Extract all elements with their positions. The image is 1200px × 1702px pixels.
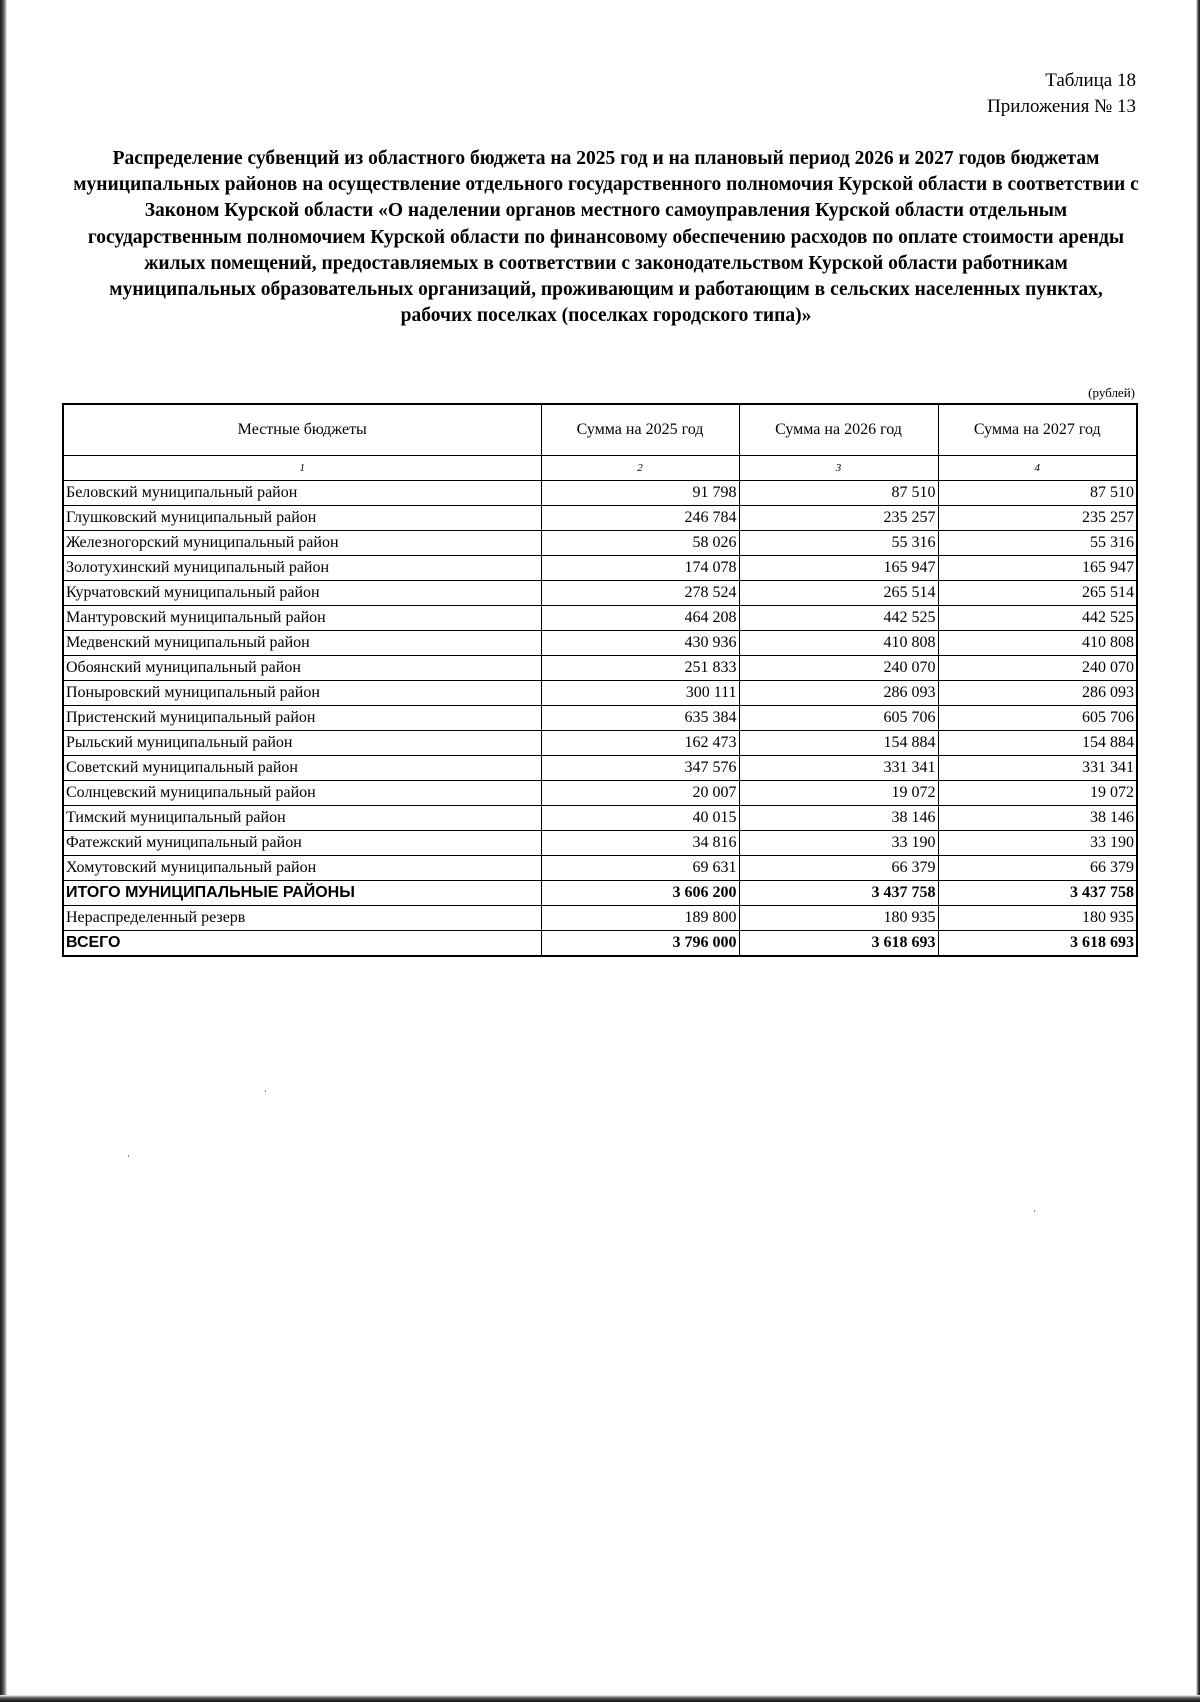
district-name: Беловский муниципальный район — [63, 481, 541, 506]
table-row — [63, 706, 1137, 731]
units-label: (рублей) — [1088, 385, 1135, 400]
scan-speck — [1034, 1210, 1035, 1212]
scan-speck — [265, 1090, 266, 1092]
amount-2025: 20 007 — [541, 781, 739, 806]
reserve-2026: 180 935 — [739, 906, 938, 931]
table-row — [63, 656, 1137, 681]
reserve-label: Нераспределенный резерв — [63, 906, 541, 931]
amount-2026: 410 808 — [739, 631, 938, 656]
amount-2027: 442 525 — [938, 606, 1137, 631]
amount-2027: 331 341 — [938, 756, 1137, 781]
amount-2027: 410 808 — [938, 631, 1137, 656]
amount-2025: 278 524 — [541, 581, 739, 606]
table-reference — [987, 68, 1136, 120]
amount-2026: 265 514 — [739, 581, 938, 606]
district-name: Глушковский муниципальный район — [63, 506, 541, 531]
table-row — [63, 581, 1137, 606]
amount-2025: 58 026 — [541, 531, 739, 556]
table-row — [63, 856, 1137, 881]
table-row — [63, 681, 1137, 706]
amount-2026: 235 257 — [739, 506, 938, 531]
amount-2025: 464 208 — [541, 606, 739, 631]
amount-2026: 331 341 — [739, 756, 938, 781]
amount-2025: 40 015 — [541, 806, 739, 831]
table-row — [63, 481, 1137, 506]
table-row — [63, 606, 1137, 631]
amount-2026: 87 510 — [739, 481, 938, 506]
amount-2027: 265 514 — [938, 581, 1137, 606]
table-row — [63, 506, 1137, 531]
amount-2025: 162 473 — [541, 731, 739, 756]
column-header: Сумма на 2027 год — [938, 404, 1137, 456]
amount-2027: 38 146 — [938, 806, 1137, 831]
amount-2025: 430 936 — [541, 631, 739, 656]
amount-2027: 165 947 — [938, 556, 1137, 581]
total-2026: 3 618 693 — [739, 931, 938, 957]
scan-speck — [128, 1155, 129, 1157]
total-2025: 3 796 000 — [541, 931, 739, 957]
amount-2026: 240 070 — [739, 656, 938, 681]
amount-2027: 19 072 — [938, 781, 1137, 806]
district-name: Пристенский муниципальный район — [63, 706, 541, 731]
amount-2025: 91 798 — [541, 481, 739, 506]
amount-2025: 34 816 — [541, 831, 739, 856]
table-header-row — [63, 404, 1137, 456]
table-row — [63, 831, 1137, 856]
district-name: Железногорский муниципальный район — [63, 531, 541, 556]
total-2027: 3 618 693 — [938, 931, 1137, 957]
column-number-row — [63, 456, 1137, 481]
column-number: 1 — [63, 456, 541, 481]
appendix-label: Приложения № 13 — [987, 96, 1136, 117]
amount-2026: 55 316 — [739, 531, 938, 556]
district-name: Медвенский муниципальный район — [63, 631, 541, 656]
district-name: Тимский муниципальный район — [63, 806, 541, 831]
table-row — [63, 556, 1137, 581]
amount-2027: 66 379 — [938, 856, 1137, 881]
scan-edge-left — [0, 0, 7, 1702]
amount-2025: 347 576 — [541, 756, 739, 781]
column-number: 4 — [938, 456, 1137, 481]
amount-2027: 154 884 — [938, 731, 1137, 756]
amount-2026: 38 146 — [739, 806, 938, 831]
district-name: Обоянский муниципальный район — [63, 656, 541, 681]
subtotal-label: ИТОГО МУНИЦИПАЛЬНЫЕ РАЙОНЫ — [63, 881, 541, 906]
table-row — [63, 806, 1137, 831]
reserve-2027: 180 935 — [938, 906, 1137, 931]
table-label: Таблица 18 — [1045, 70, 1136, 91]
amount-2025: 300 111 — [541, 681, 739, 706]
amount-2026: 605 706 — [739, 706, 938, 731]
total-label: ВСЕГО — [63, 931, 541, 957]
total-row — [63, 931, 1137, 957]
scan-edge-right — [1196, 0, 1200, 1702]
scan-edge-bottom — [0, 1695, 1200, 1702]
column-number: 3 — [739, 456, 938, 481]
document-title: Распределение субвенций из областного бюджета на 2025 год и на плановый период 2026 и 2027 годов бюджетам муниципальных районов на осуществление отдельного государственного полномочия Курской области в соответствии с Законом Курской области «О наделении органов местного самоуправления Курской области отдельным государственным полномочием Курской области по финансовому обеспечению расходов по оплате стоимости аренды жилых помещений, предоставляемых в соответствии с законодательством Курской области работникам муниципальных образовательных организаций, проживающим и работающим в сельских населенных пунктах, рабочих поселках (поселках городского типа)» — [73, 148, 1139, 327]
table-row — [63, 781, 1137, 806]
subtotal-2026: 3 437 758 — [739, 881, 938, 906]
amount-2026: 19 072 — [739, 781, 938, 806]
table-row — [63, 631, 1137, 656]
table-row — [63, 531, 1137, 556]
reserve-2025: 189 800 — [541, 906, 739, 931]
amount-2027: 33 190 — [938, 831, 1137, 856]
amount-2027: 55 316 — [938, 531, 1137, 556]
amount-2026: 154 884 — [739, 731, 938, 756]
amount-2027: 286 093 — [938, 681, 1137, 706]
table-row — [63, 756, 1137, 781]
subtotal-row — [63, 881, 1137, 906]
district-name: Фатежский муниципальный район — [63, 831, 541, 856]
subventions-table — [62, 403, 1138, 957]
amount-2027: 235 257 — [938, 506, 1137, 531]
column-number: 2 — [541, 456, 739, 481]
district-name: Хомутовский муниципальный район — [63, 856, 541, 881]
district-name: Поныровский муниципальный район — [63, 681, 541, 706]
column-header: Местные бюджеты — [63, 404, 541, 456]
column-header: Сумма на 2025 год — [541, 404, 739, 456]
amount-2025: 635 384 — [541, 706, 739, 731]
amount-2025: 69 631 — [541, 856, 739, 881]
table-row — [63, 731, 1137, 756]
amount-2025: 174 078 — [541, 556, 739, 581]
district-name: Солнцевский муниципальный район — [63, 781, 541, 806]
amount-2026: 33 190 — [739, 831, 938, 856]
amount-2026: 66 379 — [739, 856, 938, 881]
district-name: Рыльский муниципальный район — [63, 731, 541, 756]
column-header: Сумма на 2026 год — [739, 404, 938, 456]
amount-2027: 605 706 — [938, 706, 1137, 731]
amount-2027: 87 510 — [938, 481, 1137, 506]
district-name: Золотухинский муниципальный район — [63, 556, 541, 581]
amount-2027: 240 070 — [938, 656, 1137, 681]
subtotal-2025: 3 606 200 — [541, 881, 739, 906]
district-name: Мантуровский муниципальный район — [63, 606, 541, 631]
amount-2025: 251 833 — [541, 656, 739, 681]
reserve-row — [63, 906, 1137, 931]
amount-2026: 286 093 — [739, 681, 938, 706]
subtotal-2027: 3 437 758 — [938, 881, 1137, 906]
district-name: Советский муниципальный район — [63, 756, 541, 781]
district-name: Курчатовский муниципальный район — [63, 581, 541, 606]
amount-2026: 442 525 — [739, 606, 938, 631]
amount-2026: 165 947 — [739, 556, 938, 581]
amount-2025: 246 784 — [541, 506, 739, 531]
